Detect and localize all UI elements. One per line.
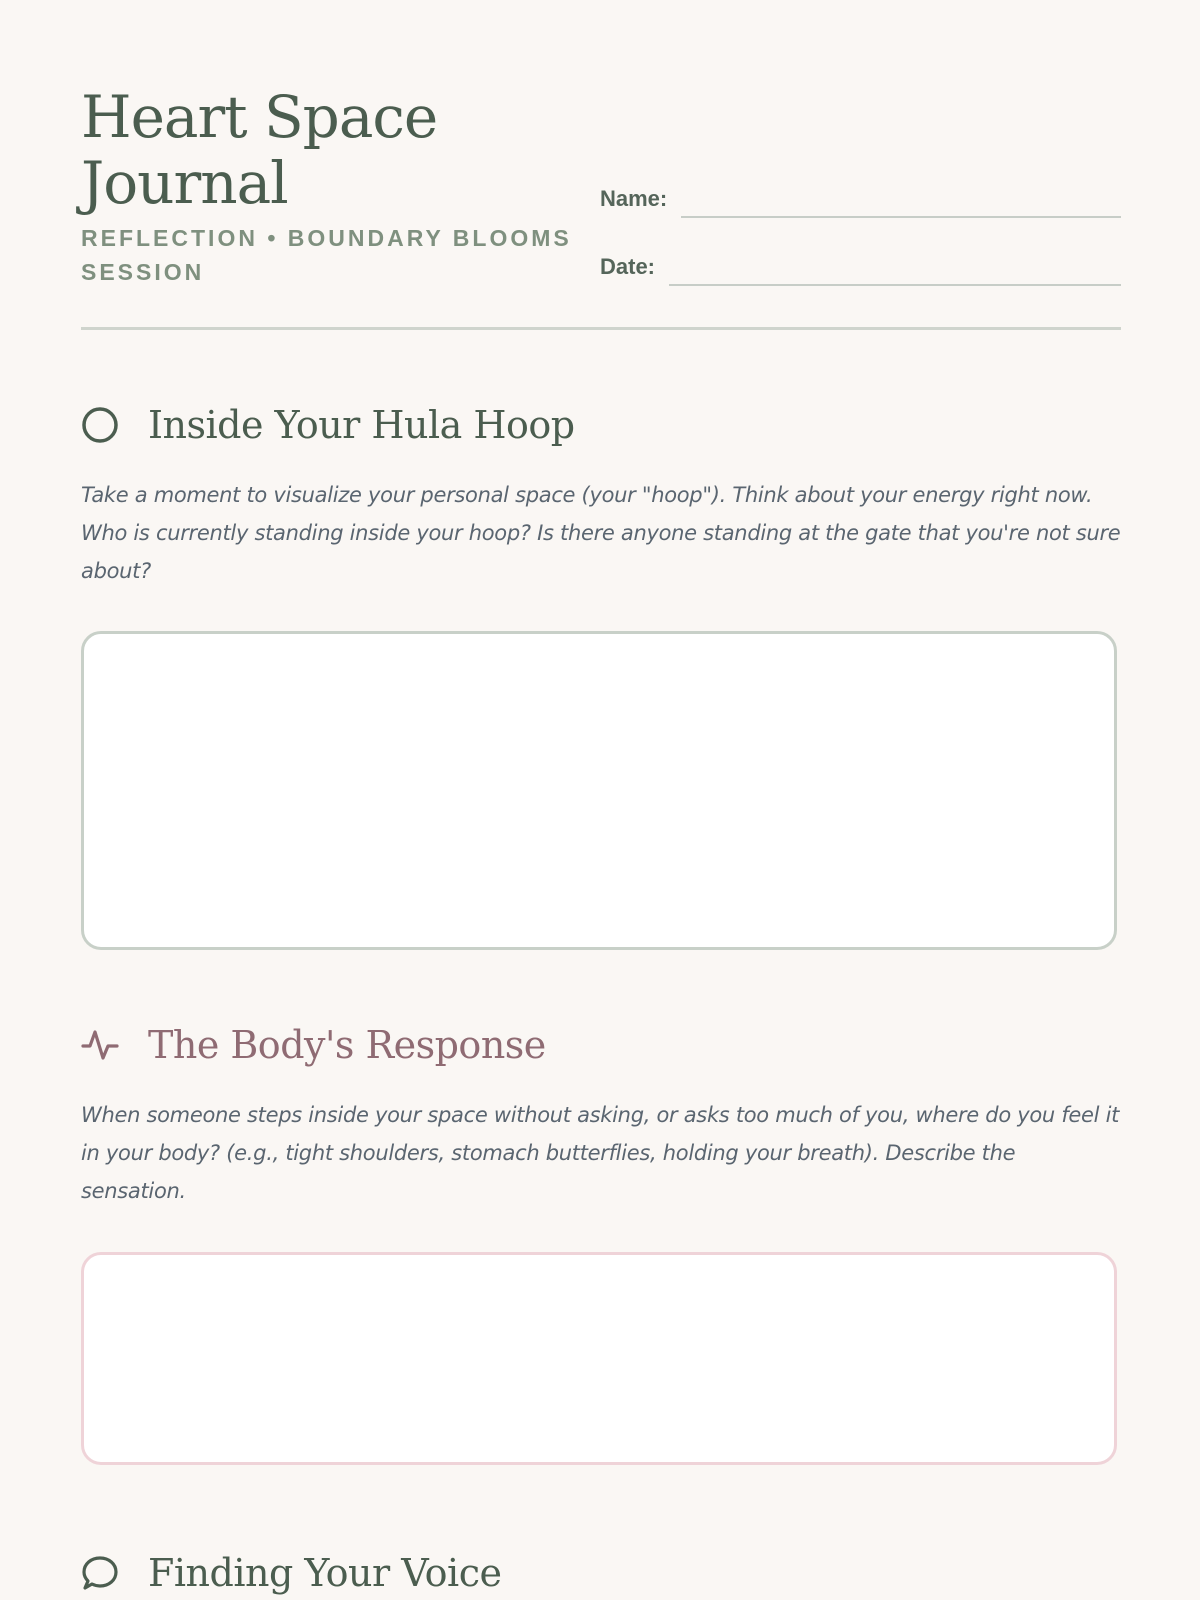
prompt-hula-hoop: Take a moment to visualize your personal space (your "hoop"). Think about your energy right now. Who is currently standing inside your hoop? Is there anyone standing at the gate that you're not sure about? [81,483,1121,583]
answer-box-body-response[interactable] [81,1252,1117,1465]
page-title: Heart Space Journal [81,83,438,217]
prompt-body-response: When someone steps inside your space without asking, or asks too much of you, where do you feel it in your body? (e.g., tight shoulders, stomach butterflies, holding your breath). Describe the sensation. [81,1103,1120,1203]
section-heading-body-response [81,1020,546,1070]
section-title-body-response: The Body's Response [148,1023,546,1067]
date-field[interactable] [669,248,1121,286]
section-heading-finding-voice [81,1548,501,1598]
date-label: Date: [600,254,656,279]
page-subtitle: REFLECTION • BOUNDARY BLOOMS SESSION [81,225,572,285]
pulse-icon [81,1026,119,1064]
name-label: Name: [600,186,668,211]
date-row [600,246,1121,286]
name-field[interactable] [681,180,1121,218]
speech-bubble-icon [81,1554,119,1592]
answer-box-hula-hoop[interactable] [81,631,1117,950]
section-title-hula-hoop: Inside Your Hula Hoop [148,403,575,447]
circle-icon [81,406,119,444]
section-heading-hula-hoop [81,400,575,450]
header-divider [81,327,1121,330]
name-row [600,178,1121,218]
section-title-finding-voice: Finding Your Voice [148,1551,502,1595]
